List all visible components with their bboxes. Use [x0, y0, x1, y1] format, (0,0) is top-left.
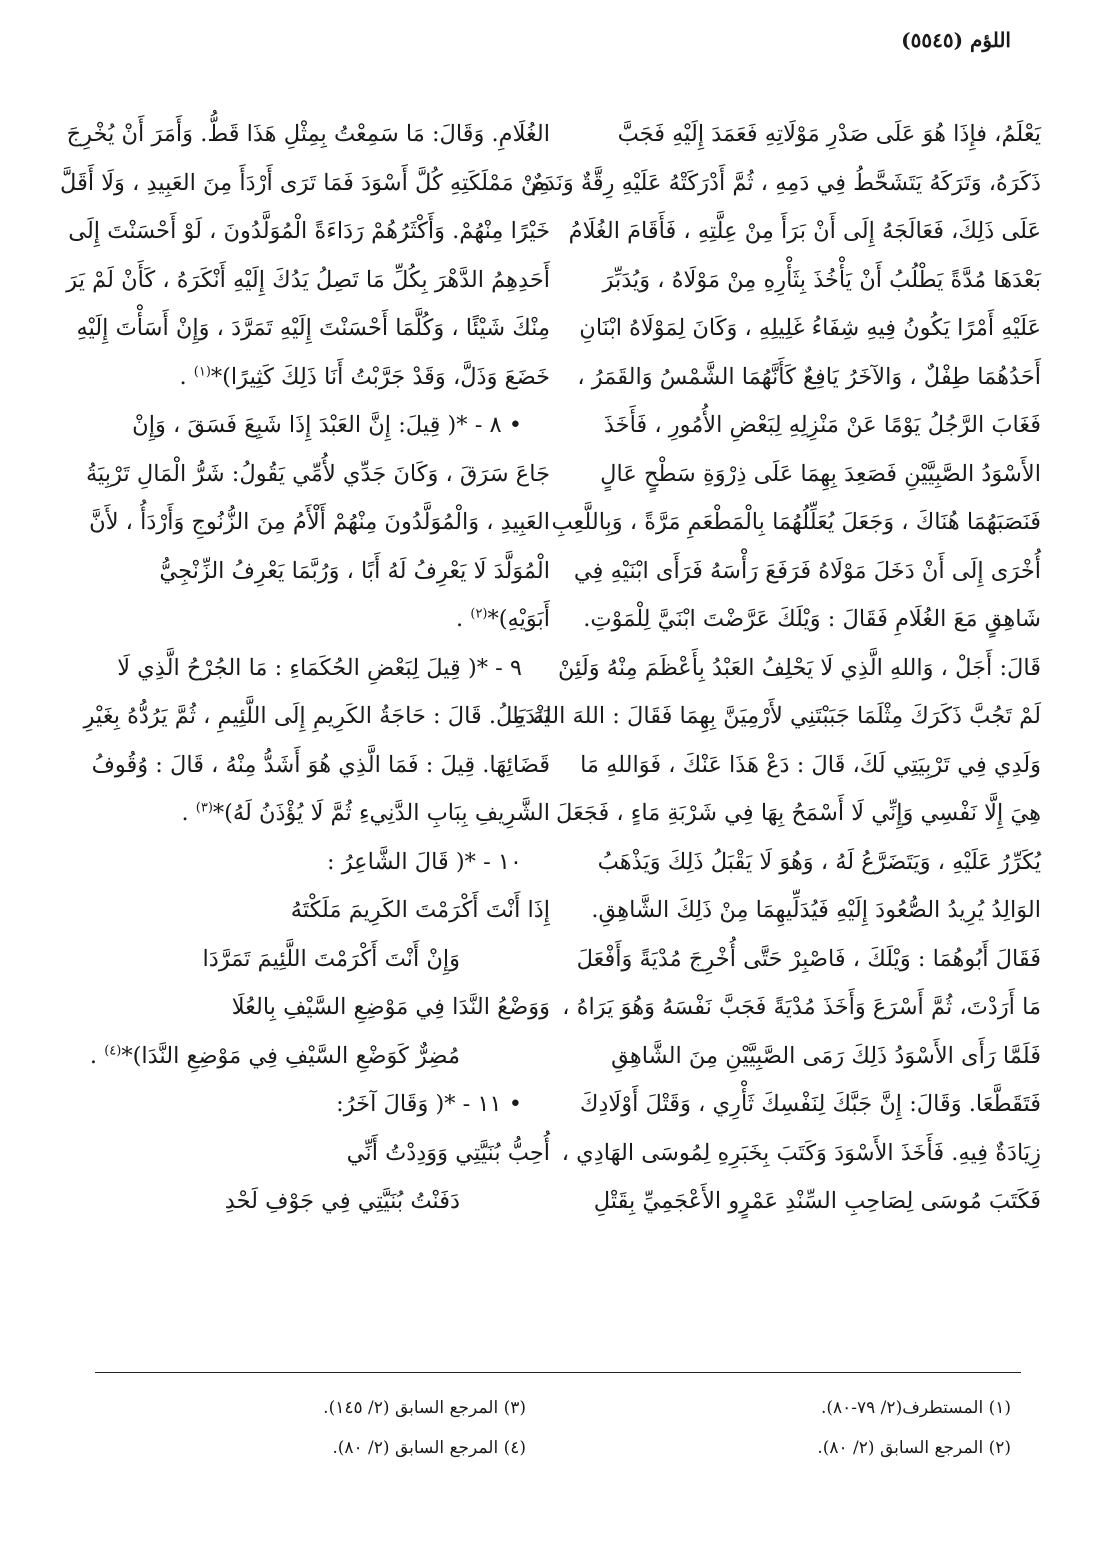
- left-column: [60, 110, 550, 1226]
- footnote-3: (٣) المرجع السابق (٢/ ١٤٥).: [323, 1398, 526, 1418]
- text-line: الأَسْوَدُ الصَّبِيَّيْنِ فَصَعِدَ بِهِمَا عَلَى ذِرْوَةِ سَطْحٍ عَالٍ: [600, 460, 1041, 487]
- text-line: زِيَادَةٌ فِيهِ. فَأَخَذَ الأَسْوَدَ وَكَتَبَ بِخَبَرِهِ لِمُوسَى الهَادِي ،: [561, 1139, 1041, 1166]
- text-line: الوَالِدُ يُرِيدُ الصُّعُودَ إِلَيْهِ فَيُدَلِّيهِمَا مِنْ ذَلِكَ الشَّاهِقِ.: [591, 897, 1041, 923]
- line-text: أَبَوَيْهِ)*: [487, 606, 550, 632]
- text-line: خَضَعَ وَذَلَّ، وَقَدْ جَرَّبْتُ أَنَا ذَلِكَ كَثِيرًا)*$^{(١)}$ .: [179, 363, 550, 390]
- text-line: هِيَ إِلَّا نَفْسِي وَإِنِّي لَا أَسْمَحُ بِهَا فِي شَرْبَةِ مَاءٍ ، فَجَعَلَ: [556, 800, 1041, 826]
- footnote-mark: (١): [193, 364, 211, 379]
- text-line: مِنْكَ شَيْئًا ، وَكُلَّمَا أَحْسَنْتَ إِلَيْهِ تَمَرَّدَ ، وَإِنْ أَسَأْتَ إِلَيْهِ: [76, 315, 550, 341]
- line-text: ٨ - *( قِيلَ: إِنَّ العَبْدَ إِذَا شَبِعَ فَسَقَ ، وَإِنْ: [132, 412, 502, 438]
- verse-line: وَإِنْ أَنْتَ أَكْرَمْتَ اللَّئِيمَ تَمَرَّدَا: [202, 945, 460, 972]
- text-line: فَنَصَبَهُمَا هُنَاكَ ، وَجَعَلَ يُعَلِّلُهُمَا بِالْمَطْعَمِ مَرَّةً ، وَبِاللَّعِبِ: [551, 509, 1041, 535]
- line-text: خَضَعَ وَذَلَّ، وَقَدْ جَرَّبْتُ أَنَا ذَلِكَ كَثِيرًا)*: [210, 363, 550, 390]
- text-line: أَحَدِهِمُ الدَّهْرَ بِكُلِّ مَا تَصِلُ يَدُكَ إِلَيْهِ أَنْكَرَهُ ، كَأَنْ لَمْ يَرَ: [66, 266, 550, 293]
- text-line: عَلَيْهِ أَمْرًا يَكُونُ فِيهِ شِفَاءُ غَلِيلِهِ ، وَكَانَ لِمَوْلَاهُ ابْنَانِ: [579, 315, 1041, 341]
- text-line: ١٠ - *( قَالَ الشَّاعِرُ :: [327, 848, 522, 875]
- text-line: وَلَدِي فِي تَرْبِيَتِي لَكَ، قَالَ : دَعْ هَذَا عَنْكَ ، فَوَاللهِ مَا: [580, 751, 1041, 778]
- line-text: الشَّرِيفِ بِبَابِ الدَّنِيءِ ثُمَّ لَا يُؤْذَنُ لَهُ)*: [212, 800, 550, 826]
- text-line: العَبِيدِ ، وَالْمُوَلَّدُونَ مِنْهُمْ أَلْأَمُ مِنَ الزُّنُوجِ وَأَرْدَأُ ، لأَنَّ: [89, 509, 550, 535]
- text-line: قَضَائِهَا. قِيلَ : فَمَا الَّذِي هُوَ أَشَدُّ مِنْهُ ، قَالَ : وُقُوفُ: [91, 751, 550, 778]
- text-line: مِنْ مَمْلَكَتِهِ كُلَّ أَسْوَدَ فَمَا تَرَى أَرْدَأَ مِنَ العَبِيدِ ، وَلَا أَقَلَّ: [60, 169, 550, 196]
- text-line: فَتَقَطَّعَا. وَقَالَ: إِنَّ جَبَّكَ لِنَفْسِكَ ثَأْرِي ، وَقَتْلَ أَوْلَادِكَ: [579, 1091, 1041, 1117]
- footnote-mark: (٢): [470, 606, 488, 622]
- text-line: شَاهِقٍ مَعَ الغُلَامِ فَقَالَ : وَيْلَكَ عَرَّضْتَ ابْنَيَّ لِلْمَوْتِ.: [583, 606, 1041, 632]
- text-line: قَالَ: أَجَلْ ، وَاللهِ الَّذِي لَا يَحْلِفُ العَبْدُ بِأَعْظَمَ مِنْهُ وَلَئِنْ: [558, 654, 1041, 681]
- text-line: يُكَرِّرُ عَلَيْهِ ، وَيَتَضَرَّعُ لَهُ ، وَهُوَ لَا يَقْبَلُ ذَلِكَ وَيَذْهَبُ: [597, 848, 1041, 875]
- footnote-2: (٢) المرجع السابق (٢/ ٨٠).: [817, 1438, 1011, 1458]
- text-line: فَغَابَ الرَّجُلُ يَوْمًا عَنْ مَنْزِلِهِ لِبَعْضِ الأُمُورِ ، فَأَخَذَ: [603, 412, 1041, 438]
- text-line: الشَّرِيفِ بِبَابِ الدَّنِيءِ ثُمَّ لَا يُؤْذَنُ لَهُ)*$^{(٣)}$ .: [181, 800, 550, 826]
- verse-line: دَفَنْتُ بُنَيَّتِي فِي جَوْفِ لَحْدِ: [224, 1188, 460, 1214]
- footnote-1: (١) المستطرف(٢/ ٧٩-٨٠).: [820, 1398, 1011, 1418]
- text-line: جَاعَ سَرَقَ ، وَكَانَ جَدِّي لأُمِّي يَقُولُ: شَرُّ الْمَالِ تَرْبِيَةُ: [85, 460, 550, 487]
- text-line: بَعْدَهَا مُدَّةً يَطْلُبُ أَنْ يَأْخُذَ بِثَأْرِهِ مِنْ مَوْلَاهُ ، وَيُدَبِّرَ: [602, 266, 1041, 293]
- verse-line: إِذَا أَنْتَ أَكْرَمْتَ الكَرِيمَ مَلَكْتَهُ: [290, 897, 550, 923]
- text-line: • ٨ - *( قِيلَ: إِنَّ العَبْدَ إِذَا شَبِعَ فَسَقَ ، وَإِنْ: [132, 412, 522, 438]
- footnote-mark: (٣): [195, 800, 213, 816]
- text-line: الْمُوَلَّدَ لَا يَعْرِفُ لَهُ أَبًا ، وَرُبَّمَا يَعْرِفُ الزِّنْجِيُّ: [159, 557, 550, 584]
- text-line: يَعْلَمُ، فإِذَا هُوَ عَلَى صَدْرِ مَوْلَاتِهِ فَعَمَدَ إِلَيْهِ فَجَبَّ: [617, 121, 1041, 147]
- text-line: لَمْ تَجُبَّ ذَكَرَكَ مِثْلَمَا جَبَبْتَنِي لأَرْمِيَنَّ بِهِمَا فَقَالَ : اللهَ اللهَ يَا: [512, 703, 1041, 729]
- text-line: ذَكَرَهُ، وَتَرَكَهُ يَتَشَحَّطُ فِي دَمِهِ ، ثُمَّ أَدْرَكَتْهُ عَلَيْهِ رِقَّةٌ وَنَدَمٌ: [530, 169, 1041, 196]
- text-line: فَكَتَبَ مُوسَى لِصَاحِبِ السِّنْدِ عَمْرٍو الأَعْجَمِيِّ بِقَتْلِ: [593, 1188, 1041, 1214]
- footnote-4: (٤) المرجع السابق (٢/ ٨٠).: [332, 1438, 526, 1458]
- text-line: ٩ - *( قِيلَ لِبَعْضِ الحُكَمَاءِ : مَا الجُرْحُ الَّذِي لَا: [117, 654, 522, 681]
- text-line: خَيْرًا مِنْهُمْ. وَأَكْثَرُهُمْ رَدَاءَةً الْمُوَلَّدُونَ ، لَوْ أَحْسَنْتَ إِلَى: [68, 218, 550, 244]
- verse-line: أُحِبُّ بُنَيَّتِي وَوَدِدْتُ أَنِّي: [346, 1139, 550, 1166]
- text-line: أُخْرَى إِلَى أَنْ دَخَلَ مَوْلَاهُ فَرَفَعَ رَأْسَهُ فَرَأَى ابْنَيْهِ فِي: [573, 557, 1041, 584]
- text-line: يَنْدَمِلُ. قَالَ : حَاجَةُ الكَرِيمِ إِلَى اللَّئِيمِ ، ثُمَّ يَرُدُّهُ بِغَيْرِ: [83, 703, 550, 729]
- verse-line: مُضِرٌّ كَوَضْعِ السَّيْفِ فِي مَوْضِعِ النَّدَا)*$^{(٤)}$ .: [89, 1042, 460, 1069]
- verse-line: وَوَضْعُ النَّدَا فِي مَوْضِعِ السَّيْفِ بِالعُلَا: [231, 994, 550, 1020]
- text-line: أَحَدُهُمَا طِفْلٌ ، وَالآخَرُ يَافِعٌ كَأَنَّهُمَا الشَّمْسُ وَالقَمَرُ ،: [577, 363, 1041, 390]
- running-head: اللؤم (٥٥٤٥): [901, 28, 1011, 52]
- line-text: ١١ - *( وَقَالَ آخَرُ:: [336, 1091, 502, 1117]
- line-text: مُضِرٌّ كَوَضْعِ السَّيْفِ فِي مَوْضِعِ النَّدَا)*: [121, 1042, 460, 1069]
- text-line: فَقَالَ أَبُوهُمَا : وَيْلَكَ ، فَاصْبِرْ حَتَّى أُخْرِجَ مُدْيَةً وَأَفْعَلَ: [576, 945, 1041, 972]
- text-line: • ١١ - *( وَقَالَ آخَرُ:: [336, 1091, 522, 1117]
- text-line: الغُلَامِ. وَقَالَ: مَا سَمِعْتُ بِمِثْلِ هَذَا قَطُّ. وَأَمَرَ أَنْ يُخْرِجَ: [66, 121, 550, 147]
- footnote-divider: [95, 1372, 1021, 1373]
- text-line: مَا أَرَدْتَ، ثُمَّ أَسْرَعَ وَأَخَذَ مُدْيَةً فَجَبَّ نَفْسَهُ وَهُوَ يَرَاهُ ،: [562, 994, 1041, 1020]
- text-line: عَلَى ذَلِكَ، فَعَالَجَهُ إِلَى أَنْ بَرَأَ مِنْ عِلَّتِهِ ، فَأَقَامَ الغُلَامُ: [568, 218, 1041, 244]
- text-line: أَبَوَيْهِ)*$^{(٢)}$ .: [456, 606, 550, 632]
- text-line: فَلَمَّا رَأَى الأَسْوَدُ ذَلِكَ رَمَى الصَّبِيَّيْنِ مِنَ الشَّاهِقِ: [611, 1042, 1041, 1069]
- footnote-mark: (٤): [104, 1043, 122, 1058]
